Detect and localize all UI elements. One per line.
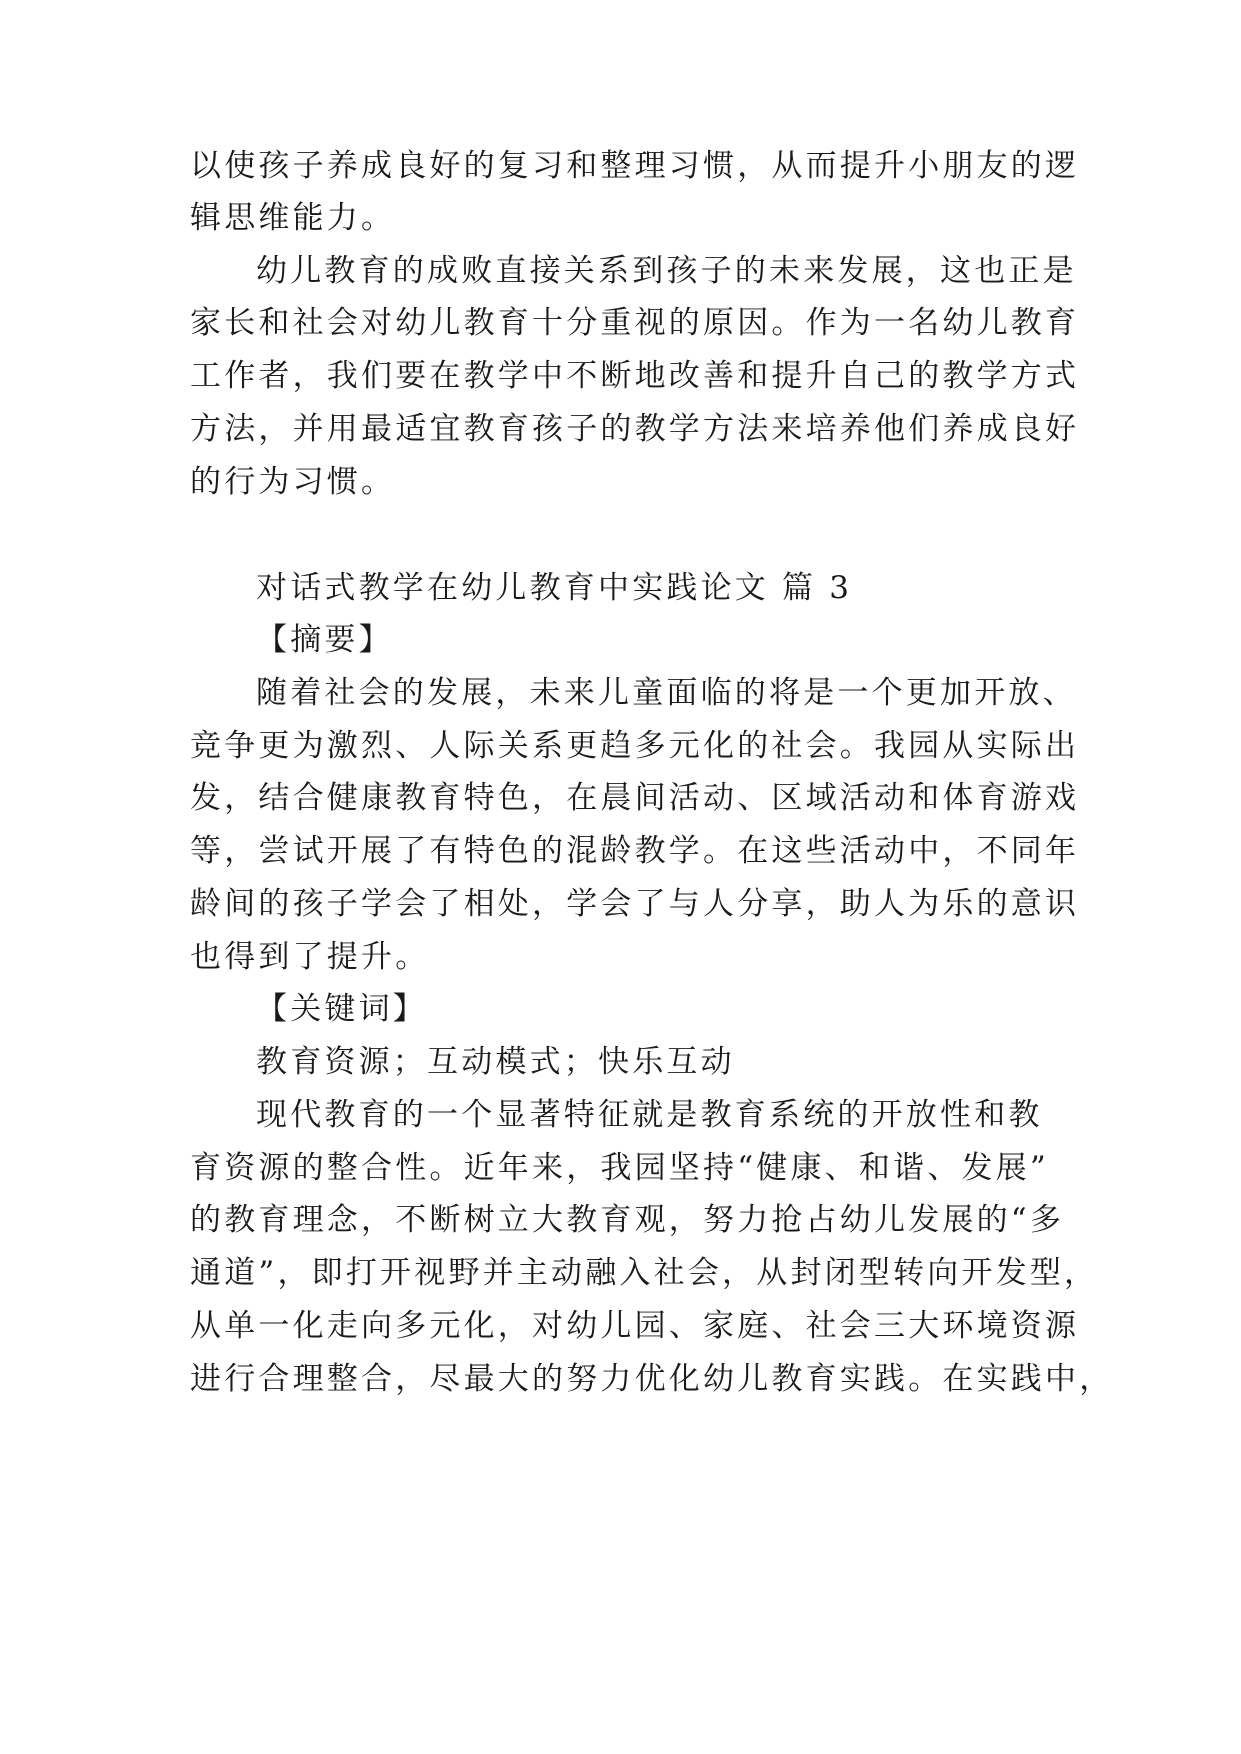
keywords-heading: 【关键词】	[256, 991, 427, 1027]
abstract-line: 随着社会的发展，未来儿童面临的将是一个更加开放、	[256, 675, 1077, 711]
abstract-line: 也得到了提升。	[190, 939, 430, 975]
section-title: 对话式教学在幼儿教育中实践论文 篇 3	[256, 570, 853, 606]
paragraph-line: 以使孩子养成良好的复习和整理习惯，从而提升小朋友的逻	[190, 148, 1080, 184]
paragraph-line: 家长和社会对幼儿教育十分重视的原因。作为一名幼儿教育	[190, 305, 1080, 341]
paragraph-line: 方法，并用最适宜教育孩子的教学方法来培养他们养成良好	[190, 411, 1080, 447]
paragraph-line: 的行为习惯。	[190, 464, 396, 500]
body-line: 的教育理念，不断树立大教育观，努力抢占幼儿发展的“多	[190, 1202, 1065, 1238]
body-line: 育资源的整合性。近年来，我园坚持“健康、和谐、发展”	[190, 1150, 1049, 1186]
paragraph-line: 工作者，我们要在教学中不断地改善和提升自己的教学方式	[190, 358, 1080, 394]
body-line: 通道”，即打开视野并主动融入社会，从封闭型转向开发型，	[190, 1255, 1099, 1291]
paragraph-line: 辑思维能力。	[190, 200, 396, 236]
abstract-line: 等，尝试开展了有特色的混龄教学。在这些活动中，不同年	[190, 833, 1080, 869]
abstract-heading: 【摘要】	[256, 622, 393, 658]
abstract-line: 发，结合健康教育特色，在晨间活动、区域活动和体育游戏	[190, 780, 1080, 816]
body-line: 现代教育的一个显著特征就是教育系统的开放性和教	[256, 1097, 1043, 1133]
abstract-line: 龄间的孩子学会了相处，学会了与人分享，助人为乐的意识	[190, 886, 1080, 922]
body-line: 从单一化走向多元化，对幼儿园、家庭、社会三大环境资源	[190, 1308, 1080, 1344]
keywords-list: 教育资源；互动模式；快乐互动	[256, 1044, 735, 1080]
paragraph-line: 幼儿教育的成败直接关系到孩子的未来发展，这也正是	[256, 253, 1077, 289]
body-line: 进行合理整合，尽最大的努力优化幼儿教育实践。在实践中，	[190, 1361, 1114, 1397]
abstract-line: 竞争更为激烈、人际关系更趋多元化的社会。我园从实际出	[190, 728, 1080, 764]
